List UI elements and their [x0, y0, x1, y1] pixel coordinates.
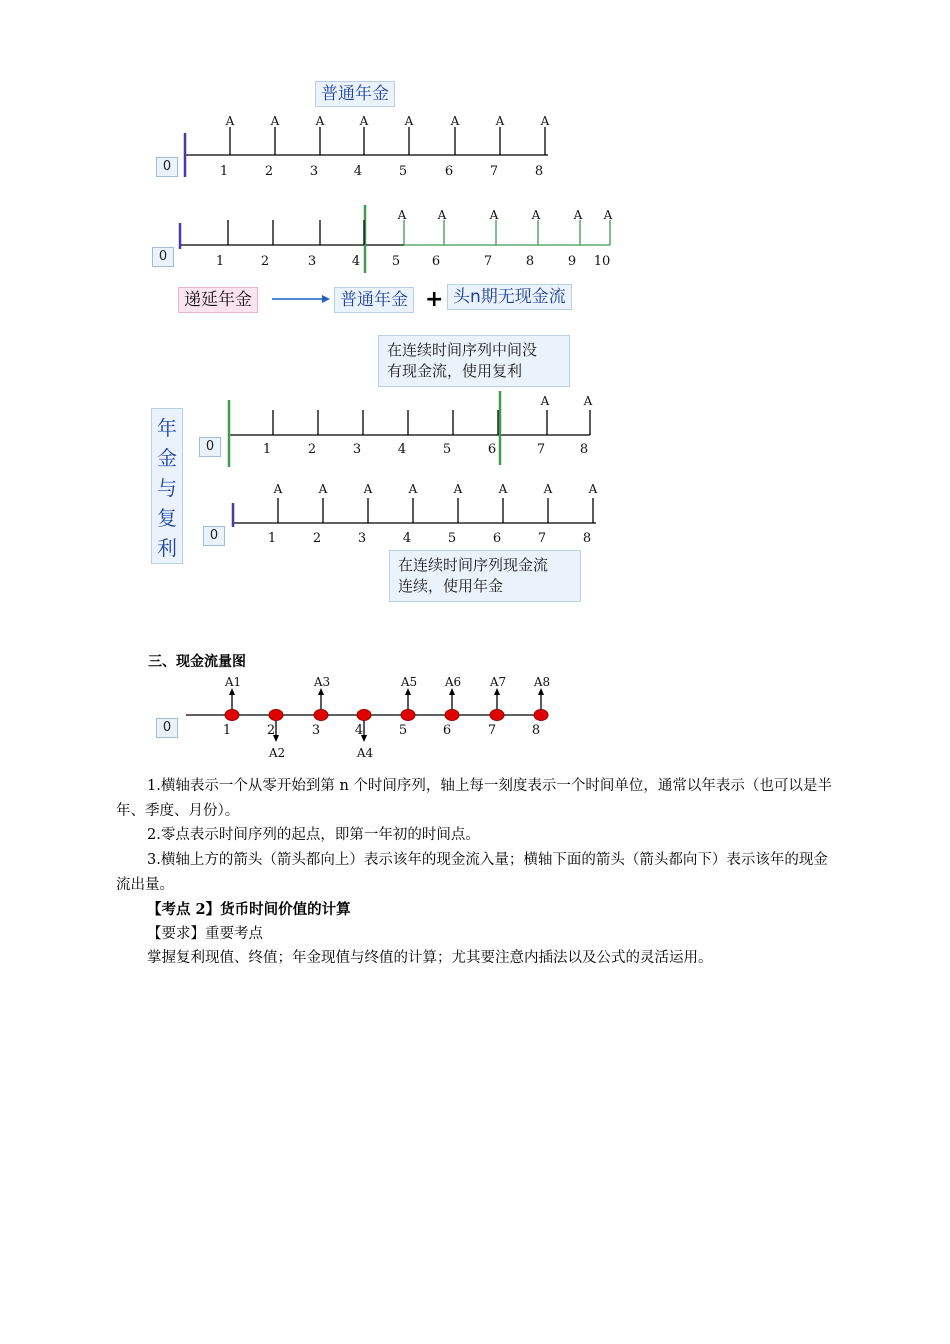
- plus-sign: +: [425, 287, 444, 312]
- payment-label-2-9: A: [573, 208, 583, 222]
- tick-label-2-6: 6: [431, 254, 441, 269]
- payment-label-4-7: A: [543, 482, 553, 496]
- note-annuity-line2: 连续，使用年金: [398, 577, 504, 595]
- cashflow-node-2: [269, 710, 283, 721]
- tick-label-1-4: 4: [353, 164, 363, 179]
- cashflow-node-3: [314, 710, 328, 721]
- tick-label-3-5: 5: [442, 442, 452, 457]
- side-char-1: 年: [157, 416, 177, 440]
- inflow-arrow-head-3: [318, 688, 324, 695]
- payment-label-4-3: A: [363, 482, 373, 496]
- cashflow-node-5: [401, 710, 415, 721]
- no-cashflow-label-text: 头n期无现金流: [453, 287, 566, 307]
- paragraph-1: 1.横轴表示一个从零开始到第 n 个时间序列，轴上每一刻度表示一个时间单位，通常以年表示（也可以是半年、季度、月份）。: [116, 778, 832, 819]
- outflow-label-2: A2: [268, 746, 286, 760]
- side-char-4: 复: [157, 506, 177, 530]
- tick-label-1-3: 3: [309, 164, 319, 179]
- origin-zero-3: 0: [199, 437, 221, 457]
- ordinary-annuity-label-text: 普通年金: [321, 84, 389, 104]
- payment-label-3-7: A: [540, 394, 550, 408]
- inflow-label-1: A1: [224, 675, 242, 689]
- cashflow-tick-label-7: 7: [487, 723, 497, 738]
- payment-label-2-7: A: [489, 208, 499, 222]
- cashflow-tick-label-3: 3: [311, 723, 321, 738]
- tick-label-1-6: 6: [444, 164, 454, 179]
- tick-label-4-4: 4: [402, 531, 412, 546]
- side-char-2: 金: [157, 446, 177, 470]
- cashflow-tick-label-4: 4: [354, 723, 364, 738]
- arrow-head: [322, 295, 330, 303]
- tick-label-3-4: 4: [397, 442, 407, 457]
- origin-zero-4: 0: [203, 526, 225, 546]
- cashflow-tick-label-8: 8: [531, 723, 541, 738]
- tick-label-1-5: 5: [398, 164, 408, 179]
- tick-label-2-9: 9: [567, 254, 577, 269]
- inflow-label-3: A3: [313, 675, 331, 689]
- note-annuity-line1: 在连续时间序列现金流: [398, 556, 549, 574]
- note-compound-line1: 在连续时间序列中间没: [387, 341, 538, 359]
- payment-label-2-10: A: [603, 208, 613, 222]
- payment-label-4-2: A: [318, 482, 328, 496]
- ordinary-annuity-label-2-text: 普通年金: [340, 290, 408, 310]
- tick-label-4-1: 1: [267, 531, 277, 546]
- tick-label-2-10: 10: [593, 254, 611, 269]
- tick-label-3-8: 8: [579, 442, 589, 457]
- tick-label-4-2: 2: [312, 531, 322, 546]
- payment-label-2-8: A: [531, 208, 541, 222]
- cashflow-node-7: [490, 710, 504, 721]
- cashflow-tick-label-6: 6: [442, 723, 452, 738]
- origin-zero-5: 0: [156, 718, 178, 738]
- kaodian-body: 掌握复利现值、终值；年金现值与终值的计算；尤其要注意内插法以及公式的灵活运用。: [147, 950, 713, 966]
- tick-label-3-1: 1: [262, 442, 272, 457]
- section-heading: 三、现金流量图: [148, 654, 246, 670]
- payment-label-1-7: A: [495, 114, 505, 128]
- tick-label-1-8: 8: [534, 164, 544, 179]
- payment-label-2-6: A: [437, 208, 447, 222]
- payment-label-1-6: A: [450, 114, 460, 128]
- tick-label-4-3: 3: [357, 531, 367, 546]
- payment-label-4-5: A: [453, 482, 463, 496]
- requirement-label: 【要求】: [147, 926, 205, 942]
- tick-label-1-7: 7: [489, 164, 499, 179]
- paragraph-3: 3.横轴上方的箭头（箭头都向上）表示该年的现金流入量；横轴下面的箭头（箭头都向下）表示该年的现金流出量。: [116, 852, 828, 893]
- cashflow-node-8: [534, 710, 548, 721]
- inflow-arrow-head-8: [538, 688, 544, 695]
- tick-label-3-7: 7: [536, 442, 546, 457]
- inflow-label-5: A5: [400, 675, 418, 689]
- tick-label-4-8: 8: [582, 531, 592, 546]
- origin-zero-2: 0: [152, 247, 174, 267]
- requirement-text: 重要考点: [205, 926, 263, 942]
- payment-label-3-8: A: [583, 394, 593, 408]
- tick-label-2-2: 2: [260, 254, 270, 269]
- tick-label-4-7: 7: [537, 531, 547, 546]
- tick-label-2-5: 5: [391, 254, 401, 269]
- tick-label-3-2: 2: [307, 442, 317, 457]
- payment-label-4-8: A: [588, 482, 598, 496]
- payment-label-4-1: A: [273, 482, 283, 496]
- cashflow-tick-label-5: 5: [398, 723, 408, 738]
- payment-label-1-1: A: [225, 114, 235, 128]
- paragraph-2: 2.零点表示时间序列的起点，即第一年初的时间点。: [147, 827, 480, 843]
- payment-label-1-3: A: [315, 114, 325, 128]
- deferred-annuity-label-text: 递延年金: [184, 290, 252, 310]
- kaodian-title-text: 【考点 2】货币时间价值的计算: [147, 901, 351, 918]
- payment-label-1-8: A: [540, 114, 550, 128]
- tick-label-3-6: 6: [487, 442, 497, 457]
- payment-label-4-6: A: [498, 482, 508, 496]
- payment-label-1-5: A: [404, 114, 414, 128]
- tick-label-1-1: 1: [219, 164, 229, 179]
- requirement-line: [147, 922, 263, 946]
- inflow-arrow-head-1: [229, 688, 235, 695]
- tick-label-2-1: 1: [215, 254, 225, 269]
- payment-label-1-2: A: [270, 114, 280, 128]
- inflow-label-7: A7: [489, 675, 507, 689]
- tick-label-2-4: 4: [351, 254, 361, 269]
- kaodian-title: [147, 898, 351, 922]
- side-char-3: 与: [157, 476, 177, 500]
- cashflow-node-4: [357, 710, 371, 721]
- side-char-5: 利: [157, 536, 177, 560]
- cashflow-node-6: [445, 710, 459, 721]
- payment-label-1-4: A: [359, 114, 369, 128]
- payment-label-4-4: A: [408, 482, 418, 496]
- note-compound-line2: 有现金流，使用复利: [387, 362, 523, 380]
- inflow-arrow-head-5: [405, 688, 411, 695]
- payment-label-2-5: A: [397, 208, 407, 222]
- inflow-label-6: A6: [444, 675, 462, 689]
- cashflow-node-1: [225, 710, 239, 721]
- cashflow-tick-label-2: 2: [266, 723, 276, 738]
- outflow-label-4: A4: [356, 746, 374, 760]
- tick-label-2-3: 3: [307, 254, 317, 269]
- tick-label-4-6: 6: [492, 531, 502, 546]
- tick-label-4-5: 5: [447, 531, 457, 546]
- tick-label-2-8: 8: [525, 254, 535, 269]
- inflow-arrow-head-7: [494, 688, 500, 695]
- cashflow-tick-label-1: 1: [222, 723, 232, 738]
- tick-label-3-3: 3: [352, 442, 362, 457]
- tick-label-2-7: 7: [483, 254, 493, 269]
- tick-label-1-2: 2: [264, 164, 274, 179]
- origin-zero-1: 0: [156, 157, 178, 177]
- inflow-label-8: A8: [533, 675, 551, 689]
- inflow-arrow-head-6: [449, 688, 455, 695]
